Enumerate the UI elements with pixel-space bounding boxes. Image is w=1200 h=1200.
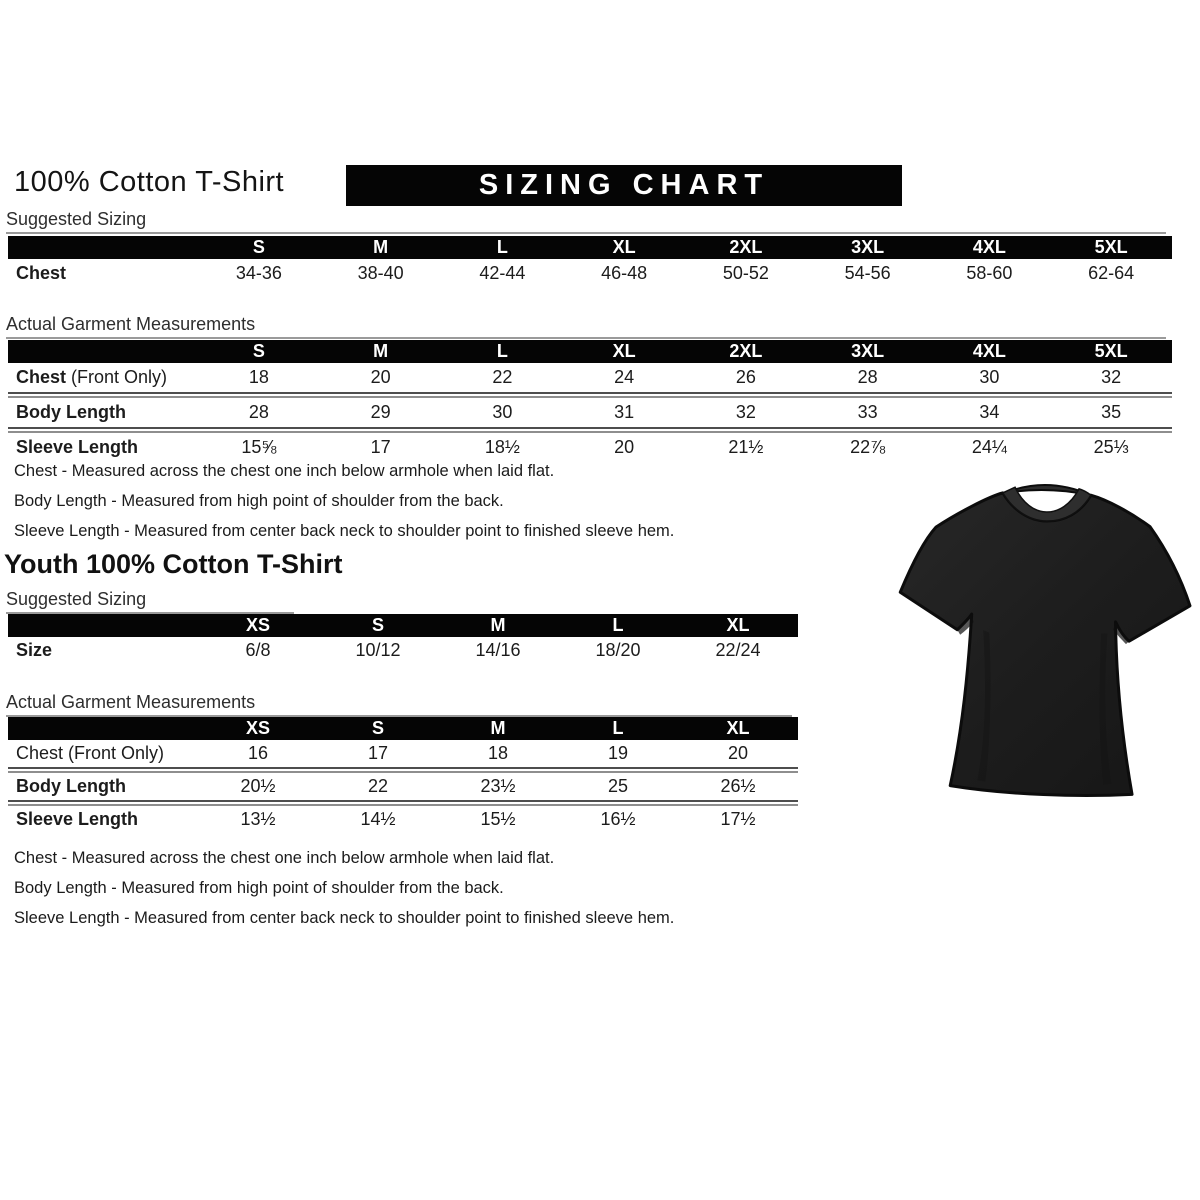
youth-actual-measurements-label: Actual Garment Measurements (6, 692, 792, 717)
value-cell: 18½ (484, 437, 520, 457)
table-header-row (8, 614, 798, 637)
value-cell: 62-64 (1088, 263, 1135, 283)
black-tshirt-image (893, 482, 1195, 807)
row-label: Chest (16, 263, 67, 283)
sizing-chart-banner-label: SIZING CHART (478, 169, 770, 201)
adult-measurement-notes (14, 456, 674, 546)
note-chest: Chest - Measured across the chest one inch below armhole when laid flat. (14, 849, 555, 867)
value-cell: 23½ (480, 776, 516, 796)
value-cell: 42-44 (479, 263, 526, 283)
row-label: Sleeve Length (16, 809, 139, 829)
value-cell: 10/12 (355, 640, 401, 660)
column-header-xl: XL (612, 237, 636, 257)
column-header-s: S (252, 237, 265, 257)
column-header-2xl: 2XL (729, 341, 763, 361)
column-header-xl: XL (726, 718, 750, 738)
value-cell: 28 (857, 367, 878, 387)
value-cell: 16½ (600, 809, 636, 829)
value-cell: 22 (492, 367, 513, 387)
adult-suggested-sizing-label: Suggested Sizing (6, 209, 1166, 234)
sizing-chart-banner (346, 165, 902, 206)
column-header-3xl: 3XL (851, 341, 885, 361)
value-cell: 15⅝ (241, 437, 277, 457)
table-header-row (8, 340, 1172, 363)
value-cell: 29 (370, 402, 391, 422)
value-cell: 30 (979, 367, 1000, 387)
value-cell: 18 (248, 367, 269, 387)
value-cell: 32 (735, 402, 756, 422)
adult-actual-measurements-label: Actual Garment Measurements (6, 314, 1166, 339)
table-row (8, 363, 1172, 392)
value-cell: 22/24 (715, 640, 761, 660)
value-cell: 33 (857, 402, 878, 422)
row-label: Body Length (16, 402, 126, 422)
value-cell: 17½ (720, 809, 756, 829)
value-cell: 16 (247, 743, 269, 763)
value-cell: 14½ (360, 809, 396, 829)
tshirt-icon (893, 482, 1195, 807)
value-cell: 21½ (728, 437, 764, 457)
value-cell: 20 (614, 437, 635, 457)
value-cell: 26½ (720, 776, 756, 796)
column-header-l: L (612, 718, 624, 738)
value-cell: 17 (367, 743, 389, 763)
table-row (8, 637, 798, 664)
value-cell: 35 (1101, 402, 1122, 422)
column-header-2xl: 2XL (729, 237, 763, 257)
table-row (8, 740, 798, 767)
value-cell: 20½ (240, 776, 276, 796)
column-header-xs: XS (245, 615, 270, 635)
table-row (8, 773, 798, 800)
value-cell: 24 (614, 367, 635, 387)
value-cell: 31 (614, 402, 635, 422)
row-label: Chest (Front Only) (16, 743, 165, 763)
note-body-length: Body Length - Measured from high point of shoulder from the back. (14, 492, 504, 510)
value-cell: 26 (735, 367, 756, 387)
value-cell: 20 (370, 367, 391, 387)
column-header-4xl: 4XL (972, 237, 1006, 257)
note-body-length: Body Length - Measured from high point of shoulder from the back. (14, 879, 504, 897)
value-cell: 58-60 (966, 263, 1013, 283)
value-cell: 22 (367, 776, 389, 796)
value-cell: 54-56 (844, 263, 891, 283)
value-cell: 18/20 (595, 640, 641, 660)
column-header-xs: XS (245, 718, 270, 738)
value-cell: 28 (248, 402, 269, 422)
column-header-m: M (490, 718, 506, 738)
column-header-s: S (371, 718, 384, 738)
value-cell: 38-40 (357, 263, 404, 283)
note-sleeve-length: Sleeve Length - Measured from center back neck to shoulder point to finished sleeve hem. (14, 909, 675, 927)
value-cell: 25 (607, 776, 629, 796)
column-header-l: L (496, 237, 508, 257)
column-header-xl: XL (726, 615, 750, 635)
value-cell: 24¼ (971, 437, 1007, 457)
value-cell: 50-52 (722, 263, 769, 283)
youth-measurement-notes (14, 843, 674, 933)
column-header-m: M (373, 341, 389, 361)
value-cell: 25⅓ (1093, 437, 1129, 457)
value-cell: 46-48 (601, 263, 648, 283)
note-sleeve-length: Sleeve Length - Measured from center back neck to shoulder point to finished sleeve hem. (14, 522, 675, 540)
value-cell: 18 (487, 743, 509, 763)
column-header-l: L (496, 341, 508, 361)
value-cell: 22⅞ (850, 437, 886, 457)
value-cell: 32 (1101, 367, 1122, 387)
note-chest: Chest - Measured across the chest one inch below armhole when laid flat. (14, 462, 555, 480)
row-label: Chest (Front Only) (16, 367, 168, 387)
value-cell: 6/8 (245, 640, 271, 660)
column-header-m: M (490, 615, 506, 635)
youth-actual-measurements-table (8, 717, 798, 833)
table-row (8, 398, 1172, 427)
table-row (8, 259, 1172, 288)
youth-title: Youth 100% Cotton T-Shirt (4, 549, 343, 579)
row-label: Size (16, 640, 53, 660)
column-header-l: L (612, 615, 624, 635)
adult-actual-measurements-table (8, 340, 1172, 462)
value-cell: 20 (727, 743, 749, 763)
row-label: Body Length (16, 776, 126, 796)
value-cell: 34-36 (235, 263, 282, 283)
column-header-s: S (252, 341, 265, 361)
value-cell: 30 (492, 402, 513, 422)
value-cell: 14/16 (475, 640, 521, 660)
column-header-s: S (371, 615, 384, 635)
adult-suggested-sizing-table (8, 236, 1172, 288)
value-cell: 19 (607, 743, 629, 763)
value-cell: 34 (979, 402, 1000, 422)
column-header-3xl: 3XL (851, 237, 885, 257)
column-header-xl: XL (612, 341, 636, 361)
table-row (8, 806, 798, 833)
youth-suggested-sizing-label: Suggested Sizing (6, 589, 294, 614)
value-cell: 15½ (480, 809, 516, 829)
page-title: 100% Cotton T-Shirt (14, 166, 285, 198)
table-header-row (8, 236, 1172, 259)
value-cell: 13½ (240, 809, 276, 829)
column-header-4xl: 4XL (972, 341, 1006, 361)
column-header-m: M (373, 237, 389, 257)
value-cell: 17 (370, 437, 391, 457)
column-header-5xl: 5XL (1094, 341, 1128, 361)
table-header-row (8, 717, 798, 740)
row-label: Sleeve Length (16, 437, 139, 457)
column-header-5xl: 5XL (1094, 237, 1128, 257)
youth-suggested-sizing-table (8, 614, 798, 664)
